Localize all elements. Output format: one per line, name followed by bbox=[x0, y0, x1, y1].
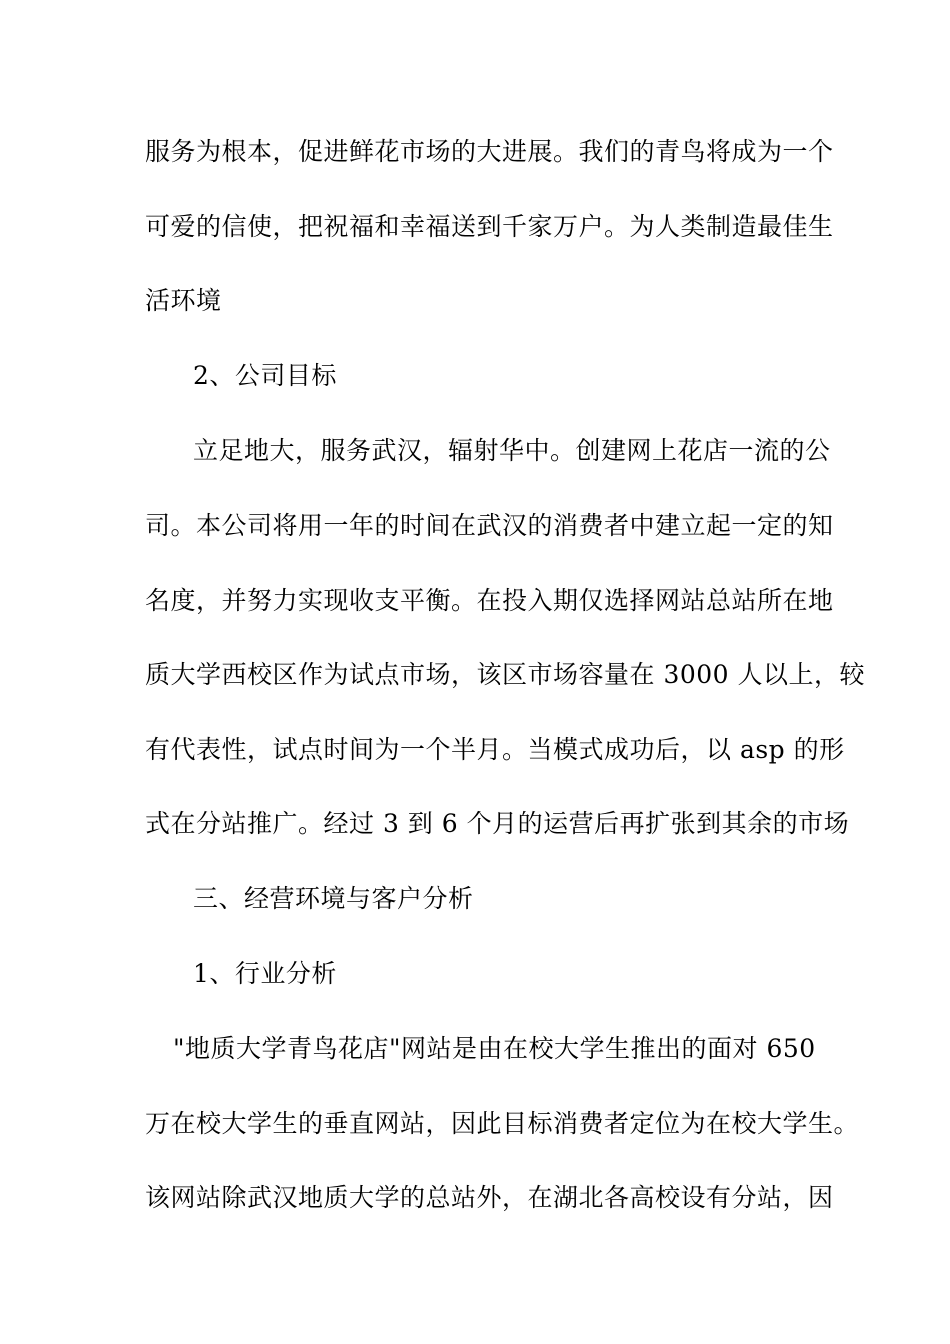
body-text-line: 该网站除武汉地质大学的总站外，在湖北各高校设有分站，因 bbox=[145, 1183, 834, 1212]
body-text-line: 司。本公司将用一年的时间在武汉的消费者中建立起一定的知 bbox=[145, 511, 834, 540]
body-text-line: 万在校大学生的垂直网站，因此目标消费者定位为在校大学生。 bbox=[145, 1109, 860, 1138]
body-text-line: 有代表性，试点时间为一个半月。当模式成功后，以 asp 的形 bbox=[145, 735, 845, 764]
chapter-heading: 三、经营环境与客户分析 bbox=[193, 884, 474, 913]
body-text-line: 立足地大，服务武汉，辐射华中。创建网上花店一流的公 bbox=[193, 436, 831, 465]
body-text-line: 活环境 bbox=[145, 286, 222, 315]
body-text-line: 可爱的信使，把祝福和幸福送到千家万户。为人类制造最佳生 bbox=[145, 212, 834, 241]
body-text-line: 式在分站推广。经过 3 到 6 个月的运营后再扩张到其余的市场 bbox=[145, 809, 850, 838]
section-heading: 2、公司目标 bbox=[193, 361, 337, 390]
body-text-line: 服务为根本，促进鲜花市场的大进展。我们的青鸟将成为一个 bbox=[145, 137, 834, 166]
body-text-line: 质大学西校区作为试点市场，该区市场容量在 3000 人以上，较 bbox=[145, 660, 866, 689]
body-text-line: 名度，并努力实现收支平衡。在投入期仅选择网站总站所在地 bbox=[145, 586, 834, 615]
section-heading: 1、行业分析 bbox=[193, 959, 337, 988]
body-text-line: "地质大学青鸟花店"网站是由在校大学生推出的面对 650 bbox=[173, 1034, 816, 1063]
